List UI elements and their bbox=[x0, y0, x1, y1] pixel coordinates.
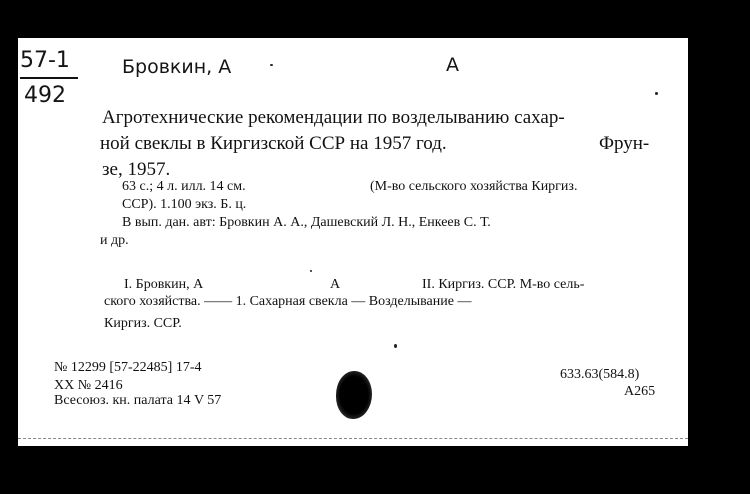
handwritten-author: Бровкин, А bbox=[122, 56, 232, 78]
tracing-entry-1: I. Бровкин, А bbox=[124, 277, 204, 292]
speck bbox=[310, 270, 312, 272]
tracing-line-3: Киргиз. ССР. bbox=[104, 316, 182, 331]
handwritten-mark: А bbox=[446, 54, 459, 76]
speck bbox=[655, 92, 658, 95]
author-mark: A265 bbox=[624, 384, 656, 399]
speck bbox=[270, 64, 273, 66]
tracing-entry-1-initial: А bbox=[330, 277, 341, 292]
title-line-3: зе, 1957. bbox=[102, 159, 171, 180]
title-line-2: ной свеклы в Киргизской ССР на 1957 год. bbox=[100, 133, 447, 154]
call-number-top: 57-1 bbox=[20, 48, 70, 73]
title-line-1: Агротехнические рекомендации по возделыванию сахар- bbox=[102, 107, 565, 128]
tracing-line-1-rest: II. Киргиз. ССР. М-во сель- bbox=[422, 277, 585, 292]
card-bottom-edge bbox=[18, 438, 688, 439]
call-number-bottom: 492 bbox=[24, 83, 66, 108]
footer-line-2: XX № 2416 bbox=[54, 378, 123, 393]
footer-line-1: № 12299 [57-22485] 17-4 bbox=[54, 360, 202, 375]
description-line-2: ССР). 1.100 экз. Б. ц. bbox=[122, 197, 247, 212]
ink-blot bbox=[336, 371, 372, 419]
description-line-1: 63 с.; 4 л. илл. 14 см. bbox=[122, 179, 246, 194]
tracing-line-2: ского хозяйства. —— 1. Сахарная свекла — Возделывание — bbox=[104, 294, 472, 309]
catalog-card bbox=[18, 38, 688, 446]
note-line-2: и др. bbox=[100, 233, 129, 248]
call-number-divider bbox=[20, 77, 78, 79]
classification-number: 633.63(584.8) bbox=[560, 367, 640, 382]
speck bbox=[394, 344, 397, 348]
footer-line-3: Всесоюз. кн. палата 14 V 57 bbox=[54, 393, 222, 408]
title-line-2-city: Фрун- bbox=[599, 133, 650, 154]
note-line-1: В вып. дан. авт: Бровкин А. А., Дашевский Л. Н., Енкеев С. Т. bbox=[122, 215, 491, 230]
description-publisher: (М-во сельского хозяйства Киргиз. bbox=[370, 179, 578, 194]
